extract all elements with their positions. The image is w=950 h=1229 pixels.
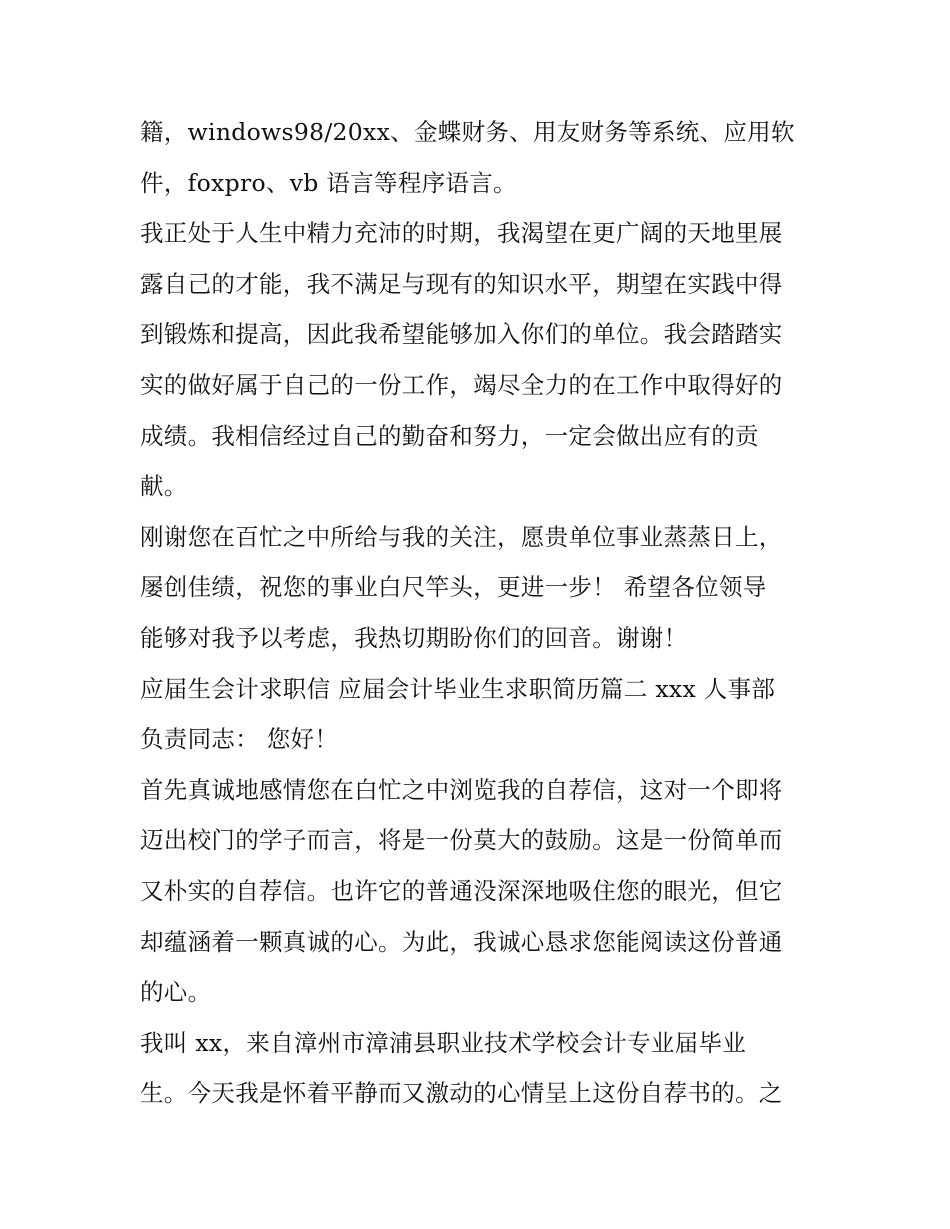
- text-line: 屡创佳绩，祝您的事业白尺竿头，更进一步！ 希望各位领导: [140, 573, 767, 602]
- text-line: 实的做好属于自己的一份工作，竭尽全力的在工作中取得好的: [140, 370, 783, 399]
- text-line: 成绩。我相信经过自己的勤奋和努力，一定会做出应有的贡: [140, 421, 759, 450]
- text-line: 籍，windows98/20xx、金蝶财务、用友财务等系统、应用软: [140, 118, 795, 146]
- text-line: 刚谢您在百忙之中所给与我的关注，愿贵单位事业蒸蒸日上，: [140, 522, 783, 551]
- text-line: 露自己的才能，我不满足与现有的知识水平，期望在实践中得: [140, 269, 783, 298]
- text-line: 迈出校门的学子而言，将是一份莫大的鼓励。这是一份简单而: [140, 826, 783, 855]
- text-line: 负责同志： 您好！: [140, 725, 339, 754]
- text-line: 献。: [140, 472, 188, 501]
- text-line: 的心。: [140, 978, 212, 1007]
- text-line: 我正处于人生中精力充沛的时期，我渴望在更广阔的天地里展: [140, 219, 783, 248]
- text-line: 我叫 xx，来自漳州市漳浦县职业技术学校会计专业届毕业: [140, 1028, 747, 1057]
- document-body: [140, 107, 820, 1119]
- text-line: 能够对我予以考虑，我热切期盼你们的回音。谢谢！: [140, 623, 688, 652]
- text-line: 又朴实的自荐信。也许它的普通没深深地吸住您的眼光，但它: [140, 876, 783, 905]
- text-line: 首先真诚地感情您在白忙之中浏览我的自荐信，这对一个即将: [140, 775, 783, 804]
- text-line: 应届生会计求职信 应届会计毕业生求职简历篇二 xxx 人事部: [140, 674, 776, 703]
- text-line: 件，foxpro、vb 语言等程序语言。: [140, 168, 517, 197]
- text-line: 到锻炼和提高，因此我希望能够加入你们的单位。我会踏踏实: [140, 320, 783, 349]
- text-line: 却蕴涵着一颗真诚的心。为此，我诚心恳求您能阅读这份普通: [140, 927, 783, 956]
- text-line: 生。今天我是怀着平静而又激动的心情呈上这份自荐书的。之: [140, 1079, 783, 1108]
